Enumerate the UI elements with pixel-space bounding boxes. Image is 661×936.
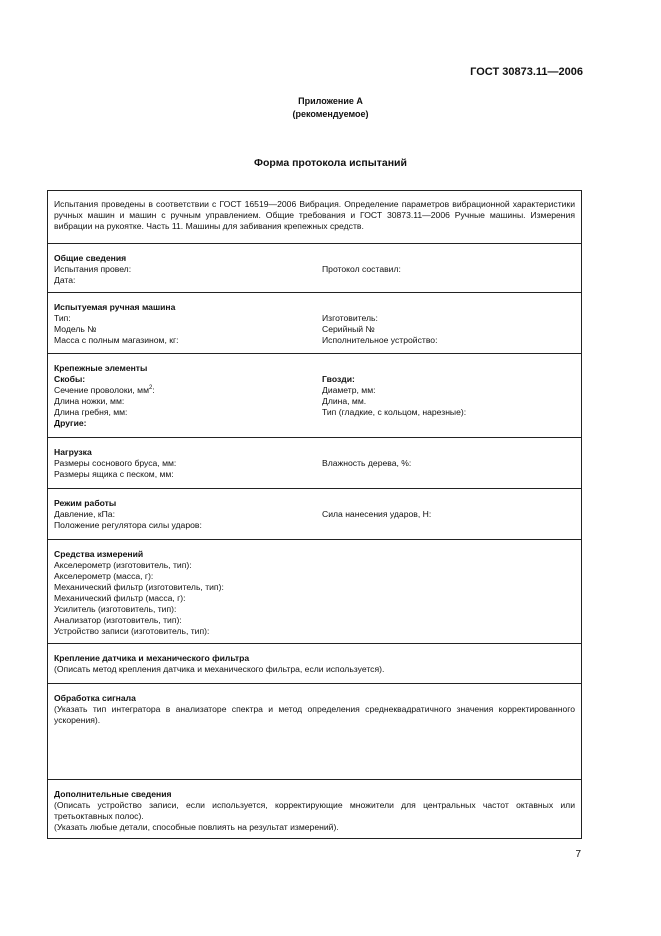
- diameter-field: Диаметр, мм:: [322, 385, 376, 395]
- actuator-field: Исполнительное устройство:: [322, 335, 438, 345]
- nails-subheading: Гвозди:: [322, 374, 355, 384]
- mounting-section: [48, 644, 581, 684]
- mounting-heading: Крепление датчика и механического фильтра: [54, 653, 250, 663]
- load-section: [48, 438, 581, 489]
- humidity-field: Влажность дерева, %:: [322, 458, 412, 468]
- fasteners-heading: Крепежные элементы: [54, 363, 148, 373]
- instrument-item: Устройство записи (изготовитель, тип):: [54, 626, 210, 636]
- beam-size-field: Размеры соснового бруса, мм:: [54, 458, 177, 468]
- instrument-item: Механический фильтр (масса, г):: [54, 593, 186, 603]
- intro-text: Испытания проведены в соответствии с ГОСТ 16519—2006 Вибрация. Определение параметров вибрационной характеристики ручных машин и машин с ручным управлением. Общие требования и ГОСТ 30873.11—2006 Ручные машины. Измерения вибрации на рукоятке. Часть 11. Машины для забивания крепежных средств.: [54, 199, 575, 231]
- date-field: Дата:: [54, 275, 76, 285]
- fasteners-section: [48, 354, 581, 438]
- instrument-item: Анализатор (изготовитель, тип):: [54, 615, 182, 625]
- instruments-section: [48, 540, 581, 644]
- instrument-item: Механический фильтр (изготовитель, тип):: [54, 582, 224, 592]
- general-heading: Общие сведения: [54, 253, 127, 263]
- instrument-item: Усилитель (изготовитель, тип):: [54, 604, 177, 614]
- type-field: Тип:: [54, 313, 71, 323]
- load-heading: Нагрузка: [54, 447, 92, 457]
- crown-length-field: Длина гребня, мм:: [54, 407, 128, 417]
- additional-text-2: (Указать любые детали, способные повлиять на результат измерений).: [54, 822, 339, 832]
- tested-by-field: Испытания провел:: [54, 264, 132, 274]
- manufacturer-field: Изготовитель:: [322, 313, 378, 323]
- additional-section: [48, 780, 581, 838]
- nail-type-field: Тип (гладкие, с кольцом, нарезные):: [322, 407, 467, 417]
- staples-subheading: Скобы:: [54, 374, 86, 384]
- processing-section: [48, 684, 581, 780]
- annex-title: Приложение А: [298, 96, 363, 106]
- additional-text-1: (Описать устройство записи, если используется, корректирующие множители для центральных частот октавных или третьоктавных полос).: [54, 800, 575, 821]
- box-size-field: Размеры ящика с песком, мм:: [54, 469, 174, 479]
- wire-section-field: Сечение проволоки, $мм^2$:: [54, 385, 155, 395]
- form-title: Форма протокола испытаний: [254, 157, 407, 169]
- model-field: Модель №: [54, 324, 97, 334]
- machine-section: [48, 293, 581, 354]
- standard-number: ГОСТ 30873.11—2006: [470, 66, 583, 78]
- leg-length-field: Длина ножки, мм:: [54, 396, 125, 406]
- serial-field: Серийный №: [322, 324, 375, 334]
- instruments-heading: Средства измерений: [54, 549, 144, 559]
- intro-section: [48, 191, 581, 244]
- additional-heading: Дополнительные сведения: [54, 789, 172, 799]
- regulator-field: Положение регулятора силы ударов:: [54, 520, 202, 530]
- force-field: Сила нанесения ударов, Н:: [322, 509, 432, 519]
- protocol-form: [47, 190, 582, 839]
- protocol-by-field: Протокол составил:: [322, 264, 401, 274]
- pressure-field: Давление, кПа:: [54, 509, 115, 519]
- mass-field: Масса с полным магазином, кг:: [54, 335, 179, 345]
- general-section: [48, 244, 581, 293]
- processing-heading: Обработка сигнала: [54, 693, 136, 703]
- other-subheading: Другие:: [54, 418, 87, 428]
- mode-heading: Режим работы: [54, 498, 117, 508]
- mode-section: [48, 489, 581, 540]
- annex-subtitle: (рекомендуемое): [292, 109, 369, 119]
- processing-text: (Указать тип интегратора в анализаторе спектра и метод определения среднеквадратичного значения корректированного ускорения).: [54, 704, 575, 725]
- length-field: Длина, мм.: [322, 396, 367, 406]
- annex-heading: [0, 95, 661, 121]
- machine-heading: Испытуемая ручная машина: [54, 302, 176, 312]
- instrument-item: Акселерометр (масса, г):: [54, 571, 154, 581]
- instrument-item: Акселерометр (изготовитель, тип):: [54, 560, 192, 570]
- page-number: 7: [575, 849, 581, 860]
- mounting-text: (Описать метод крепления датчика и механического фильтра, если используется).: [54, 664, 385, 674]
